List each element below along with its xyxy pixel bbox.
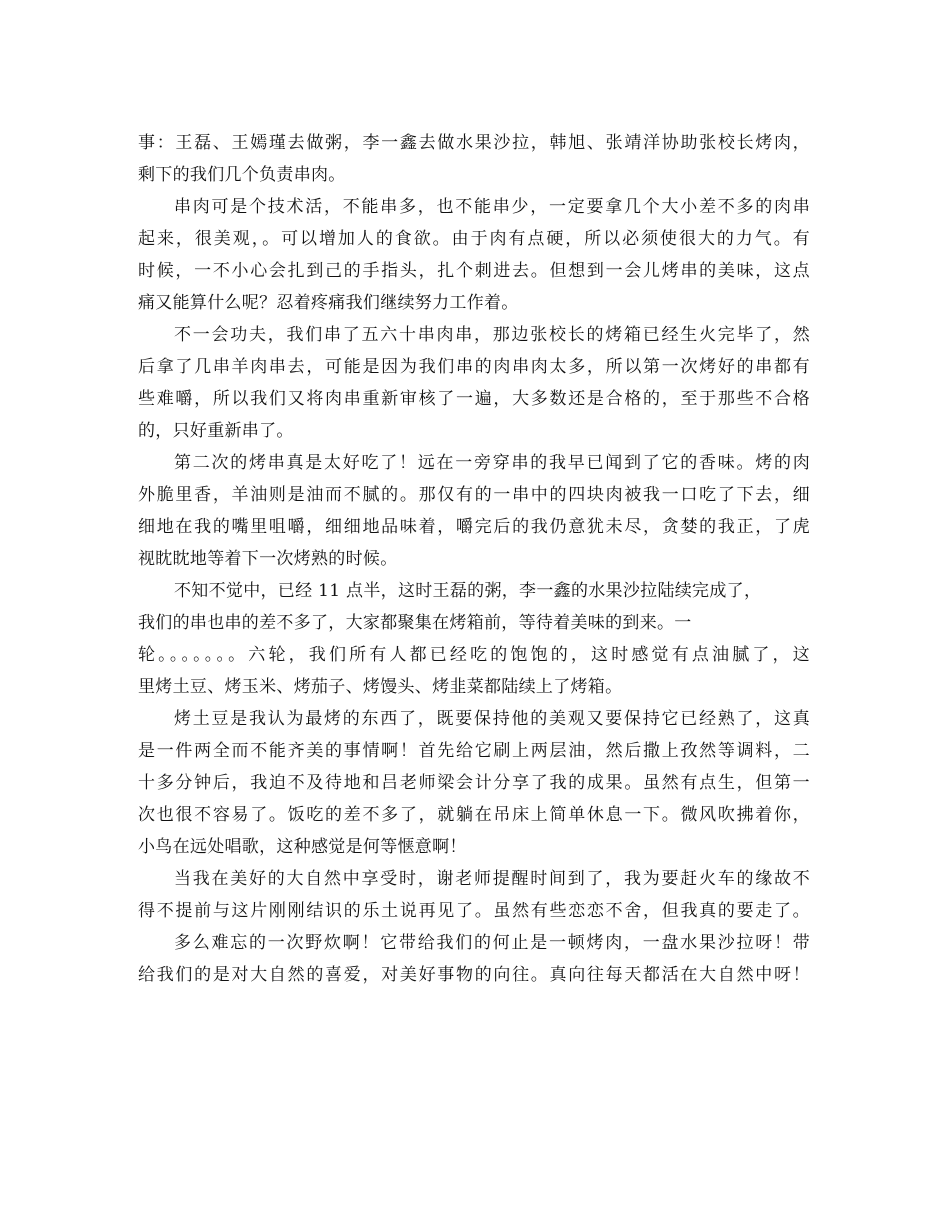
- text-line: 第二次的烤串真是太好吃了！远在一旁穿串的我早已闻到了它的香味。烤的肉: [174, 453, 810, 473]
- text-line: 些难嚼，所以我们又将肉串重新审核了一遍，大多数还是合格的，至于那些不合格: [138, 389, 810, 409]
- text-line: 不一会功夫，我们串了五六十串肉串，那边张校长的烤箱已经生火完毕了，然: [174, 325, 810, 345]
- text-line: 烤土豆是我认为最烤的东西了，既要保持他的美观又要保持它已经熟了，这真: [174, 709, 810, 729]
- text-line: 后拿了几串羊肉串去，可能是因为我们串的肉串肉太多，所以第一次烤好的串都有: [138, 357, 810, 377]
- text-line: 时候，一不小心会扎到己的手指头，扎个刺进去。但想到一会儿烤串的美味，这点: [138, 261, 810, 281]
- text-line: 轮。。。。。。。六轮，我们所有人都已经吃的饱饱的，这时感觉有点油腻了，这: [138, 645, 810, 665]
- text-line: 次也很不容易了。饭吃的差不多了，就躺在吊床上简单休息一下。微风吹拂着你，: [138, 805, 810, 825]
- text-line: 事：王磊、王嫣瑾去做粥，李一鑫去做水果沙拉，韩旭、张靖洋协助张校长烤肉，: [138, 133, 810, 153]
- text-line: 里烤土豆、烤玉米、烤茄子、烤馒头、烤韭菜都陆续上了烤箱。: [138, 677, 623, 697]
- text-line: 得不提前与这片刚刚结识的乐土说再见了。虽然有些恋恋不舍，但我真的要走了。: [138, 901, 810, 921]
- text-line: 给我们的是对大自然的喜爱，对美好事物的向往。真向往每天都活在大自然中呀！: [138, 965, 810, 985]
- document-body: [138, 127, 810, 991]
- text-line: 多么难忘的一次野炊啊！它带给我们的何止是一顿烤肉，一盘水果沙拉呀！带: [174, 933, 810, 953]
- text-line: 小鸟在远处唱歌，这种感觉是何等惬意啊！: [138, 837, 467, 857]
- text-line: 外脆里香，羊油则是油而不腻的。那仅有的一串中的四块肉被我一口吃了下去，细: [138, 485, 810, 505]
- text-line: 剩下的我们几个负责串肉。: [138, 165, 346, 185]
- text-line: 当我在美好的大自然中享受时，谢老师提醒时间到了，我为要赶火车的缘故不: [174, 869, 810, 889]
- text-line: 起来，很美观，。可以增加人的食欲。由于肉有点硬，所以必须使很大的力气。有: [138, 229, 810, 249]
- text-line: 串肉可是个技术活，不能串多，也不能串少，一定要拿几个大小差不多的肉串: [174, 197, 810, 217]
- text-line: 我们的串也串的差不多了，大家都聚集在烤箱前，等待着美味的到来。一: [138, 613, 692, 633]
- text-line: 不知不觉中，已经 11 点半，这时王磊的粥，李一鑫的水果沙拉陆续完成了，: [174, 581, 762, 601]
- text-line: 十多分钟后，我迫不及待地和吕老师梁会计分享了我的成果。虽然有点生，但第一: [138, 773, 810, 793]
- text-line: 细地在我的嘴里咀嚼，细细地品味着，嚼完后的我仍意犹未尽，贪婪的我正，了虎: [138, 517, 810, 537]
- text-line: 痛又能算什么呢？忍着疼痛我们继续努力工作着。: [138, 293, 519, 313]
- text-line: 是一件两全而不能齐美的事情啊！首先给它刷上两层油，然后撒上孜然等调料，二: [138, 741, 810, 761]
- text-line: 的，只好重新串了。: [138, 421, 294, 441]
- text-line: 视眈眈地等着下一次烤熟的时候。: [138, 549, 398, 569]
